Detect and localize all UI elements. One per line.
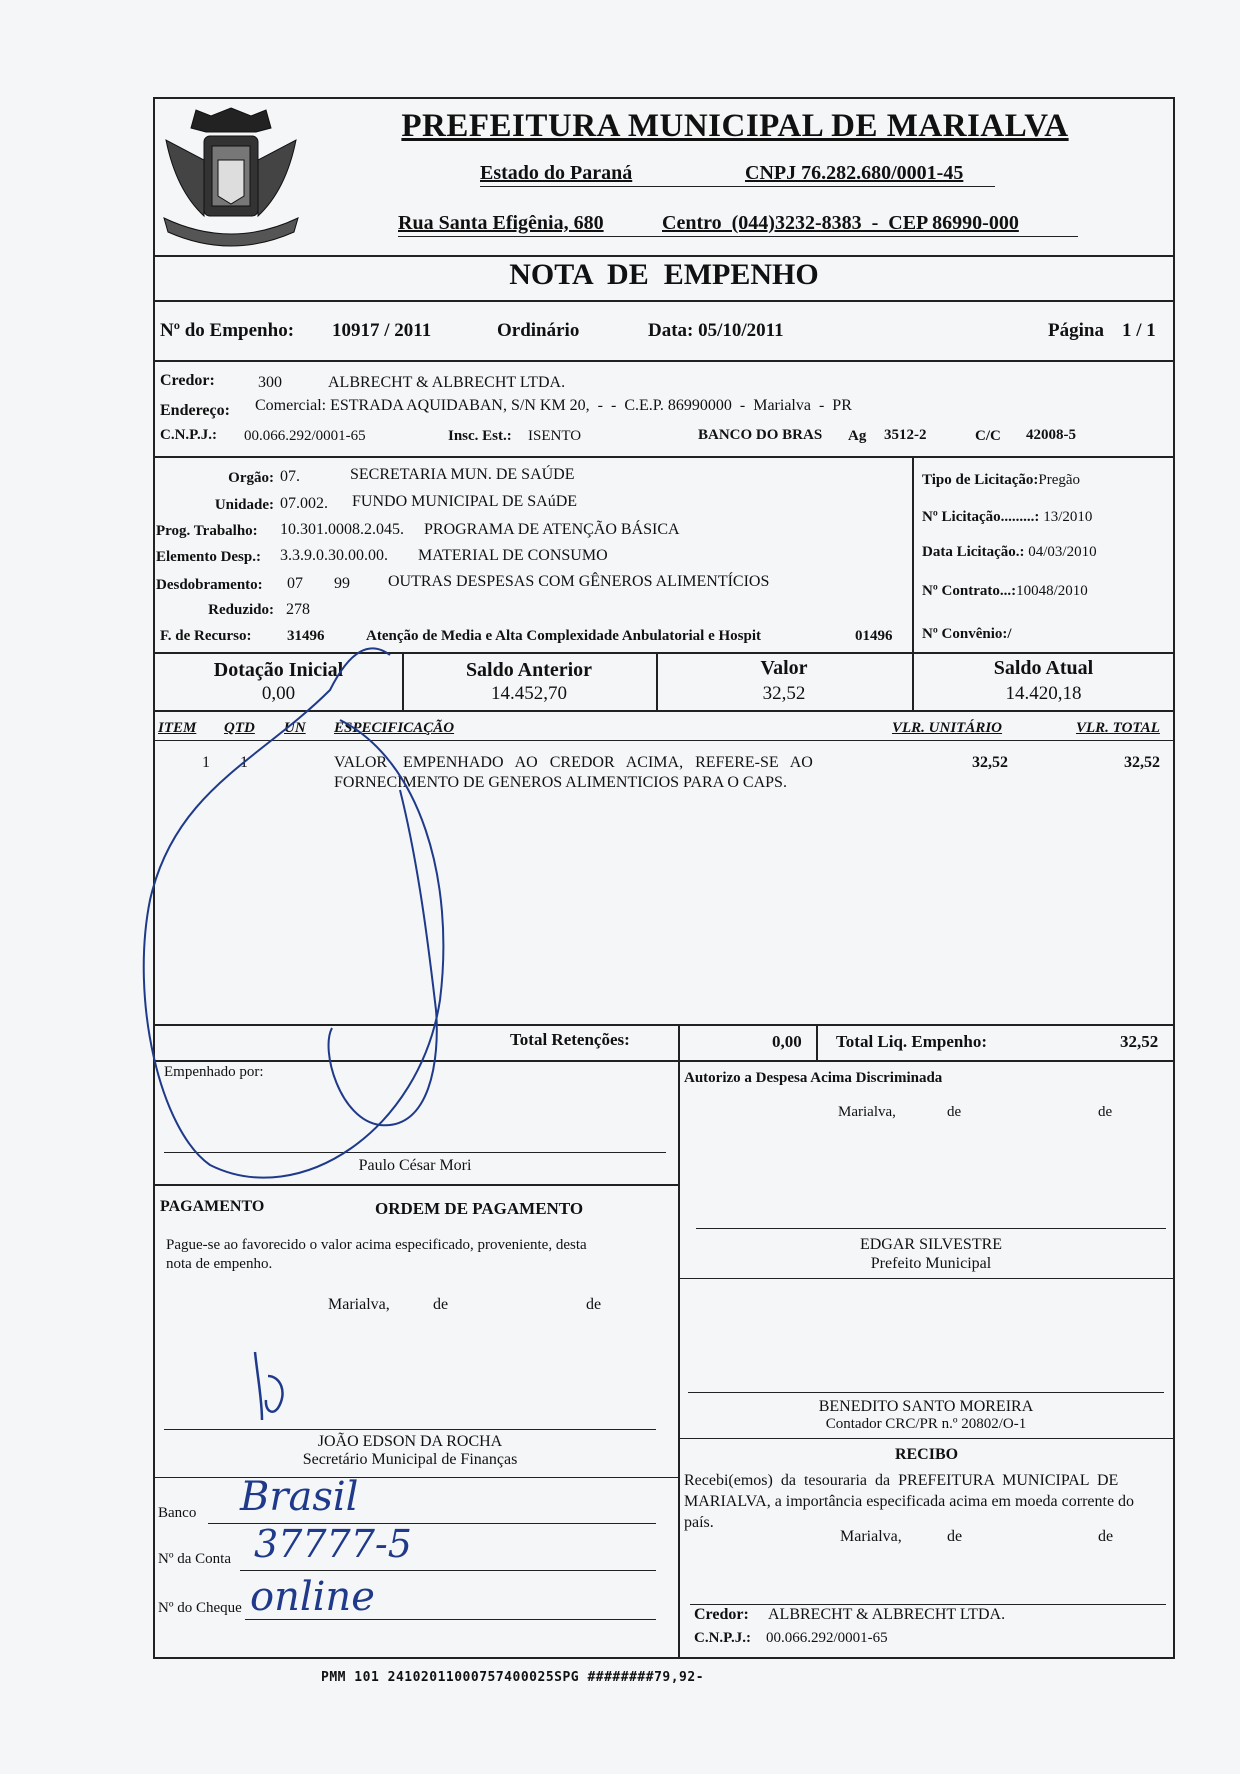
recibo-credor-label: Credor:	[694, 1606, 749, 1623]
ag-value: 3512-2	[884, 427, 927, 443]
cc-label: C/C	[975, 428, 1001, 444]
saldo-anterior-value: 14.452,70	[491, 683, 567, 704]
contador-signer-name: BENEDITO SANTO MOREIRA	[818, 1398, 1034, 1415]
orgao-code: 07.	[280, 468, 300, 485]
recibo-cnpj-value: 00.066.292/0001-65	[766, 1630, 888, 1646]
recibo-de2: de	[1098, 1528, 1114, 1545]
unidade-name: FUNDO MUNICIPAL DE SAúDE	[352, 493, 578, 510]
tipo-licitacao-value: Pregão	[1038, 472, 1081, 488]
liq-value: 32,52	[1120, 1032, 1159, 1051]
cnpj-value: 00.066.292/0001-65	[244, 428, 366, 444]
credor-code: 300	[258, 374, 282, 391]
recibo-text-line2: MARIALVA, a importância especificada acima em moeda corrente do	[684, 1493, 1135, 1510]
state-label: Estado do Paraná	[480, 162, 633, 184]
empenhado-label: Empenhado por:	[164, 1064, 264, 1080]
desdobramento-name: OUTRAS DESPESAS COM GÊNEROS ALIMENTÍCIOS	[388, 573, 770, 590]
unidade-label: Unidade:	[214, 497, 274, 513]
prog-code: 10.301.0008.2.045.	[280, 521, 404, 538]
reduzido-value: 278	[286, 601, 310, 618]
pagamento-text-line1: Pague-se ao favorecido o valor acima especificado, proveniente, desta	[166, 1237, 587, 1253]
retencoes-value: 0,00	[772, 1032, 802, 1051]
num-licitacao-value: 13/2010	[1043, 509, 1093, 525]
ordem-label: ORDEM DE PAGAMENTO	[375, 1199, 584, 1218]
insc-label: Insc. Est.:	[448, 428, 512, 444]
autorizo-label: Autorizo a Despesa Acima Discriminada	[684, 1070, 943, 1086]
contador-signer-role: Contador CRC/PR n.º 20802/O-1	[825, 1416, 1027, 1432]
prog-name: PROGRAMA DE ATENÇÃO BÁSICA	[424, 521, 680, 538]
item-espec-line1: VALOR EMPENHADO AO CREDOR ACIMA, REFERE-SE AO	[334, 754, 813, 771]
valor-value: 32,52	[762, 683, 806, 704]
elemento-name: MATERIAL DE CONSUMO	[418, 547, 608, 564]
orgao-name: SECRETARIA MUN. DE SAÚDE	[350, 466, 575, 483]
recibo-city: Marialva,	[840, 1528, 902, 1545]
desdobramento-label: Desdobramento:	[156, 577, 263, 593]
col-un: UN	[284, 720, 306, 736]
autorizo-city: Marialva,	[838, 1104, 896, 1120]
empenho-type: Ordinário	[497, 320, 580, 341]
fonte-label: F. de Recurso:	[160, 628, 252, 644]
fonte-code: 31496	[287, 628, 325, 644]
page-number: 1 / 1	[1122, 320, 1156, 341]
contrato-value: 10048/2010	[1016, 583, 1088, 599]
saldo-atual-label: Saldo Atual	[993, 657, 1094, 679]
fonte-code2: 01496	[855, 628, 893, 644]
col-vlr-unitario: VLR. UNITÁRIO	[892, 720, 1003, 736]
conta-handwritten: 37777-5	[254, 1522, 412, 1566]
page-label: Página	[1048, 320, 1104, 341]
item-vlr-total: 32,52	[1124, 754, 1160, 771]
credor-name: ALBRECHT & ALBRECHT LTDA.	[328, 374, 566, 391]
item-number: 1	[202, 754, 210, 771]
retencoes-label: Total Retenções:	[510, 1030, 630, 1049]
cc-value: 42008-5	[1026, 427, 1076, 443]
item-qtd: 1	[240, 754, 248, 771]
banco-label: Banco	[158, 1505, 197, 1521]
endereco-value: Comercial: ESTRADA AQUIDABAN, S/N KM 20, - - C.E.P. 86990000 - Marialva - PR	[255, 397, 852, 414]
pagamento-city: Marialva,	[328, 1296, 390, 1313]
cnpj-label: C.N.P.J.:	[160, 427, 217, 443]
cheque-handwritten: online	[250, 1574, 375, 1620]
recibo-de1: de	[947, 1528, 963, 1545]
recibo-label: RECIBO	[894, 1446, 959, 1463]
prog-label: Prog. Trabalho:	[156, 523, 258, 539]
fonte-name: Atenção de Media e Alta Complexidade Anbulatorial e Hospit	[366, 628, 761, 644]
pagamento-de1: de	[433, 1296, 449, 1313]
col-vlr-total: VLR. TOTAL	[1076, 720, 1160, 736]
footer-code: PMM 101 24102011000757400025SPG ########79,92-	[321, 1670, 705, 1685]
empenho-number: 10917 / 2011	[332, 320, 432, 341]
liq-label: Total Liq. Empenho:	[836, 1032, 987, 1051]
col-qtd: QTD	[224, 720, 255, 736]
recibo-text-line1: Recebi(emos) da tesouraria da PREFEITURA MUNICIPAL DE	[684, 1472, 1119, 1489]
valor-label: Valor	[760, 657, 808, 679]
street-label: Rua Santa Efigênia, 680	[398, 212, 604, 234]
autorizo-de2: de	[1098, 1104, 1113, 1120]
empenhado-signer: Paulo César Mori	[358, 1157, 472, 1174]
elemento-label: Elemento Desp.:	[156, 549, 261, 565]
credor-label: Credor:	[160, 372, 215, 389]
insc-value: ISENTO	[528, 428, 582, 444]
num-licitacao-label: Nº Licitação.........:	[922, 509, 1040, 525]
orgao-label: Orgão:	[228, 470, 274, 486]
autorizo-de1: de	[947, 1104, 962, 1120]
convenio-label: Nº Convênio:/	[922, 626, 1012, 642]
desdobramento-code2: 99	[334, 575, 350, 592]
pagamento-signer-role: Secretário Municipal de Finanças	[302, 1451, 518, 1468]
cheque-label: Nº do Cheque	[158, 1600, 242, 1616]
saldo-anterior-label: Saldo Anterior	[465, 659, 593, 681]
desdobramento-code1: 07	[287, 575, 303, 592]
autorizo-signer-role: Prefeito Municipal	[870, 1255, 992, 1272]
address-rest-label: Centro (044)3232-8383 - CEP 86990-000	[662, 212, 1019, 234]
data-licitacao-label: Data Licitação.:	[922, 544, 1025, 560]
saldo-atual-value: 14.420,18	[1005, 683, 1082, 704]
conta-label: Nº da Conta	[158, 1551, 231, 1567]
dotacao-value: 0,00	[261, 683, 296, 704]
banco-name: BANCO DO BRAS	[698, 427, 823, 443]
data-licitacao-value: 04/03/2010	[1028, 544, 1097, 560]
pagamento-text-line2: nota de empenho.	[166, 1256, 273, 1272]
col-especificacao: ESPECIFICAÇÃO	[334, 720, 455, 736]
tipo-licitacao-label-text: Tipo de Licitação:	[922, 472, 1039, 488]
contrato-label: Nº Contrato...:	[922, 583, 1017, 599]
item-espec-line2: FORNECIMENTO DE GENEROS ALIMENTICIOS PARA O CAPS.	[334, 774, 787, 791]
pagamento-de2: de	[586, 1296, 602, 1313]
unidade-code: 07.002.	[280, 495, 328, 512]
item-vlr-unitario: 32,52	[972, 754, 1008, 771]
empenho-label: Nº do Empenho:	[160, 320, 295, 341]
autorizo-signer-name: EDGAR SILVESTRE	[859, 1236, 1003, 1253]
empenho-date: Data: 05/10/2011	[648, 320, 784, 341]
recibo-credor-value: ALBRECHT & ALBRECHT LTDA.	[768, 1606, 1006, 1623]
ag-label: Ag	[848, 428, 867, 444]
pagamento-signer-name: JOÃO EDSON DA ROCHA	[317, 1433, 503, 1450]
municipality-title: PREFEITURA MUNICIPAL DE MARIALVA	[401, 108, 1069, 144]
pagamento-label: PAGAMENTO	[160, 1198, 265, 1215]
doc-title: NOTA DE EMPENHO	[509, 258, 819, 291]
recibo-text-line3: país.	[684, 1514, 714, 1531]
endereco-label: Endereço:	[160, 402, 230, 419]
cnpj-header: CNPJ 76.282.680/0001-45	[745, 162, 964, 184]
col-item: ITEM	[158, 720, 197, 736]
reduzido-label: Reduzido:	[208, 602, 274, 618]
recibo-cnpj-label: C.N.P.J.:	[694, 1630, 751, 1646]
banco-handwritten: Brasil	[240, 1474, 359, 1520]
dotacao-label: Dotação Inicial	[213, 659, 344, 681]
elemento-code: 3.3.9.0.30.00.00.	[280, 547, 388, 564]
